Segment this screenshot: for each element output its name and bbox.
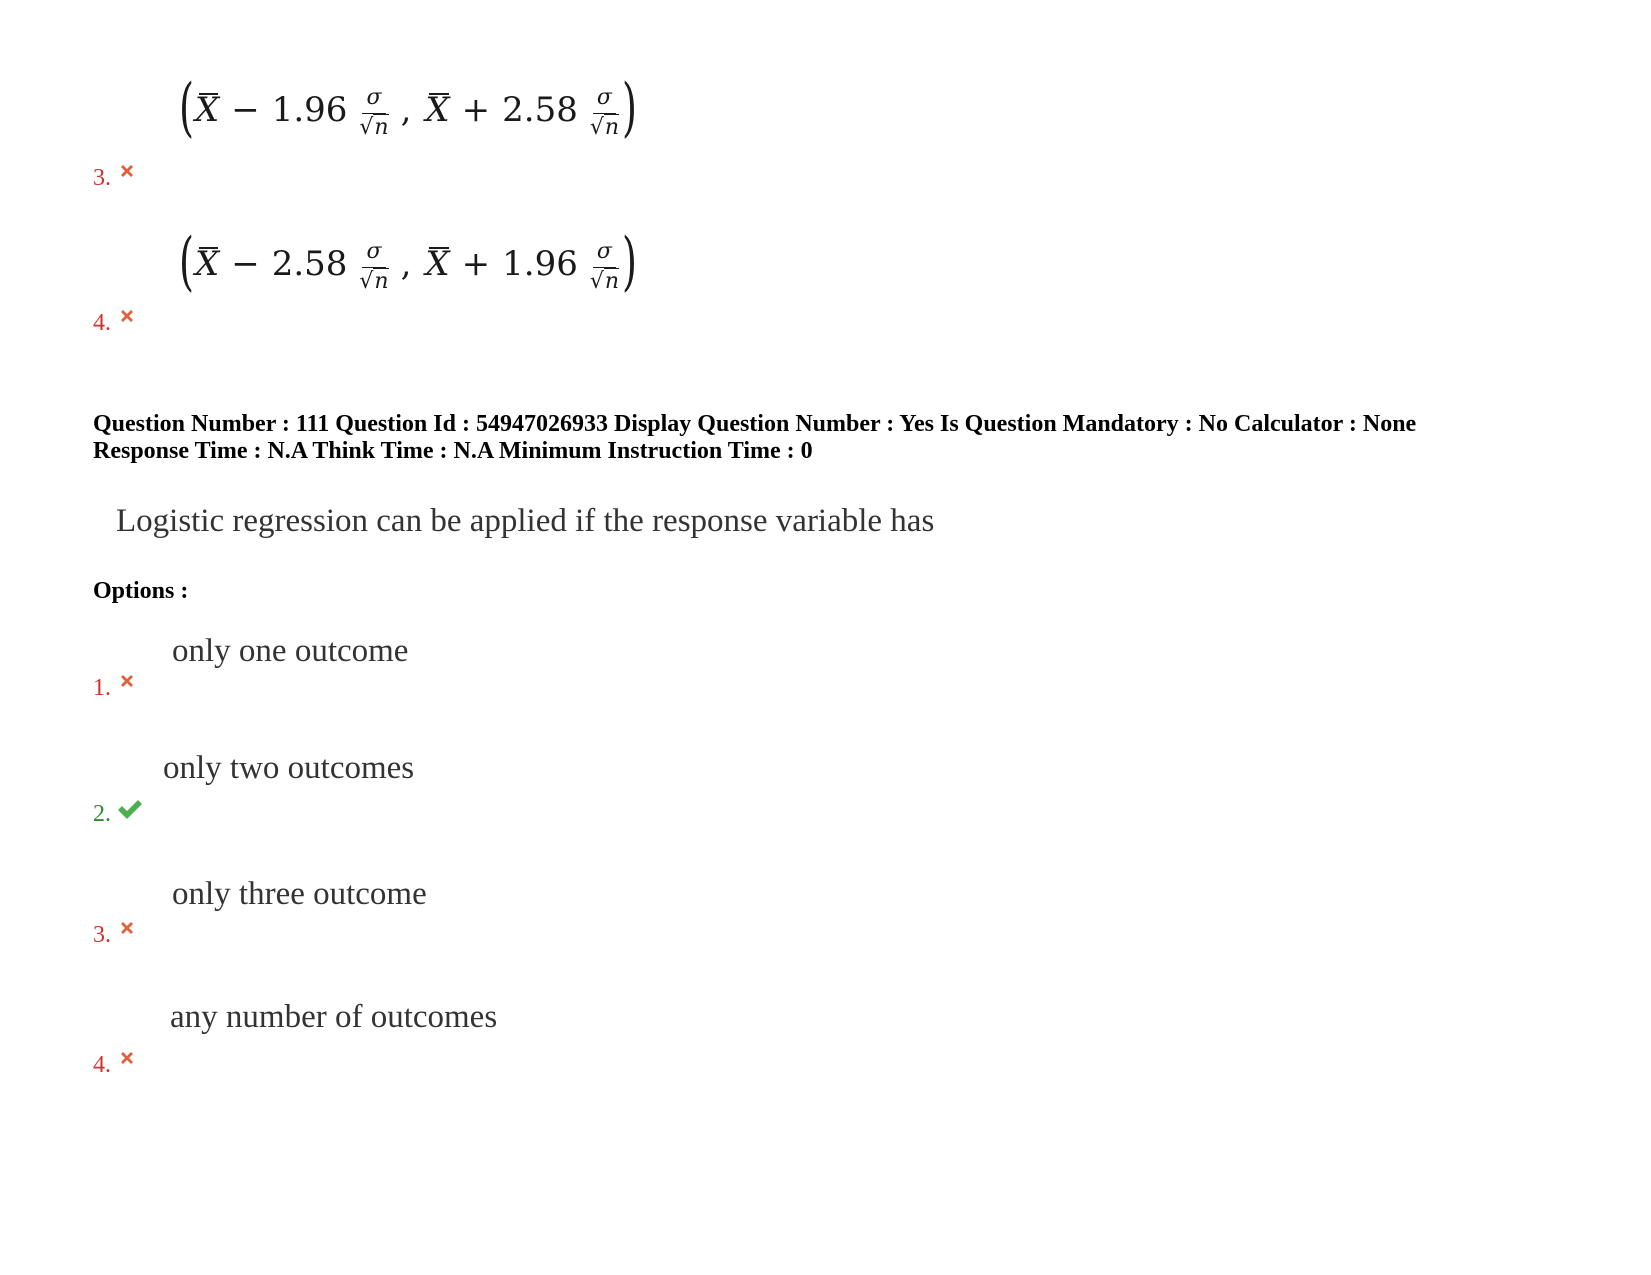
question-meta — [93, 411, 1573, 465]
cross-icon — [119, 920, 135, 936]
options-label: Options : — [93, 578, 189, 604]
cross-icon — [119, 673, 135, 689]
sigma-over-root-n: $\frac{\sigma}{√n}$ — [359, 238, 389, 294]
cross-icon — [119, 163, 135, 179]
option-text: only one outcome — [172, 633, 409, 669]
sigma-over-root-n: $\frac{\sigma}{√n}$ — [589, 84, 620, 140]
question-meta-line-1: Question Number : 111 Question Id : 54947026933 Display Question Number : Yes Is Question Mandatory : No Calculator : None — [93, 411, 1417, 437]
option-marker — [93, 801, 143, 828]
formula-option-4: ( X − 2.58 $\frac{\sigma}{√n}$ , X + 1.96 $\frac{\sigma}{√n}$ ) — [178, 225, 638, 299]
option-number: 4. — [93, 1052, 111, 1078]
question-meta-line-2: Response Time : N.A Think Time : N.A Minimum Instruction Time : 0 — [93, 438, 813, 464]
option-marker — [93, 922, 135, 949]
sigma-over-root-n: $\frac{\sigma}{√n}$ — [359, 84, 389, 140]
formula-option-3: ( X − 1.96 $\frac{\sigma}{√n}$ , X + 2.58 $\frac{\sigma}{√n}$ ) — [178, 71, 638, 145]
option-number: 2. — [93, 801, 111, 827]
option-text: only three outcome — [172, 876, 427, 912]
option-number: 3. — [93, 922, 111, 948]
check-icon — [117, 798, 143, 820]
x-bar: X — [425, 90, 450, 130]
sigma-over-root-n: $\frac{\sigma}{√n}$ — [589, 238, 620, 294]
x-bar: X — [194, 90, 220, 130]
cross-icon — [119, 1050, 135, 1066]
option-marker — [93, 1052, 135, 1079]
option-number: 4. — [93, 310, 111, 336]
question-text: Logistic regression can be applied if the response variable has — [116, 503, 935, 539]
option-number: 1. — [93, 675, 111, 701]
x-bar: X — [194, 244, 220, 284]
option-marker — [93, 165, 135, 192]
option-number: 3. — [93, 165, 111, 191]
option-marker — [93, 675, 135, 702]
cross-icon — [119, 308, 135, 324]
option-text: any number of outcomes — [170, 999, 498, 1035]
option-marker — [93, 310, 135, 337]
option-text: only two outcomes — [163, 750, 415, 786]
x-bar: X — [425, 244, 450, 284]
